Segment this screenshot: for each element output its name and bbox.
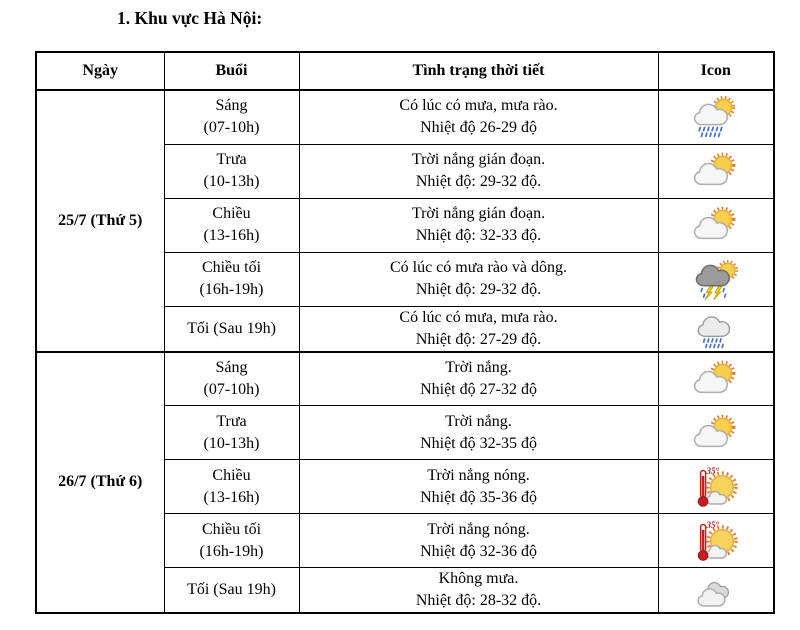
period-name: Chiều tối	[201, 520, 262, 538]
condition-cell	[299, 306, 658, 352]
condition-cell	[299, 144, 658, 198]
temperature-text: Nhiệt độ 35-36 độ	[420, 488, 537, 506]
period-cell	[164, 198, 299, 252]
icon-cell	[658, 406, 774, 460]
period-cell	[164, 144, 299, 198]
condition-text: Không mưa.	[438, 570, 519, 587]
period-name: Chiều	[212, 466, 251, 484]
rain-cloud-icon	[694, 308, 738, 350]
condition-text: Trời nắng gián đoạn.	[411, 205, 546, 222]
icon-cell	[658, 514, 774, 568]
icon-cell	[658, 306, 774, 352]
condition-cell	[299, 90, 658, 144]
storm-cloud-lightning-icon	[693, 257, 739, 301]
temperature-text: Nhiệt độ 26-29 độ	[420, 119, 537, 137]
period-cell	[164, 352, 299, 406]
period-hours: (16h-19h)	[199, 542, 264, 560]
period-cell	[164, 514, 299, 568]
period-cell	[164, 460, 299, 514]
period-hours: (13-16h)	[203, 227, 260, 244]
period-name: Tối (Sau 19h)	[187, 581, 276, 598]
sun-cloud-icon	[693, 411, 739, 455]
period-hours: (16h-19h)	[199, 281, 264, 298]
period-cell	[164, 90, 299, 144]
column-header-period: Buổi	[164, 52, 299, 90]
period-name: Trưa	[216, 151, 247, 168]
period-hours: (10-13h)	[203, 434, 260, 452]
condition-text: Trời nắng.	[445, 358, 512, 376]
period-name: Tối (Sau 19h)	[187, 319, 276, 337]
header-row	[36, 52, 774, 90]
temperature-text: Nhiệt độ: 29-32 độ.	[415, 173, 542, 190]
period-cell	[164, 568, 299, 614]
condition-text: Có lúc có mưa, mưa rào.	[399, 308, 558, 326]
table-row	[36, 90, 774, 144]
condition-cell	[299, 568, 658, 614]
condition-cell	[299, 252, 658, 306]
clouds-icon	[694, 570, 738, 610]
sun-cloud-icon	[693, 357, 739, 401]
period-name: Chiều	[212, 205, 251, 222]
icon-cell	[658, 252, 774, 306]
temperature-text: Nhiệt độ: 28-32 độ.	[415, 592, 542, 609]
temperature-text: Nhiệt độ 27-32 độ	[420, 380, 537, 398]
period-name: Sáng	[215, 358, 248, 376]
icon-cell	[658, 198, 774, 252]
temperature-text: Nhiệt độ: 29-32 độ.	[415, 281, 542, 298]
condition-cell	[299, 406, 658, 460]
column-header-date: Ngày	[36, 52, 164, 90]
column-header-icon: Icon	[658, 52, 774, 90]
temperature-text: Nhiệt độ 32-35 độ	[420, 434, 537, 452]
icon-cell	[658, 460, 774, 514]
period-hours: (07-10h)	[203, 380, 260, 398]
sun-cloud-icon	[693, 149, 739, 193]
condition-cell	[299, 460, 658, 514]
icon-cell	[658, 568, 774, 614]
condition-text: Có lúc có mưa rào và dông.	[389, 259, 568, 276]
date-cell: 26/7 (Thứ 6)	[36, 352, 164, 614]
condition-text: Trời nắng.	[445, 412, 512, 430]
period-cell	[164, 306, 299, 352]
weather-forecast-table	[35, 51, 775, 614]
period-name: Chiều tối	[201, 259, 262, 276]
condition-text: Trời nắng gián đoạn.	[411, 151, 546, 168]
period-cell	[164, 252, 299, 306]
period-hours: (13-16h)	[203, 488, 260, 506]
icon-cell	[658, 90, 774, 144]
temperature-text: Nhiệt độ 32-36 độ	[420, 542, 537, 560]
period-name: Sáng	[215, 97, 248, 115]
period-cell	[164, 406, 299, 460]
page-title: 1. Khu vực Hà Nội:	[117, 8, 263, 28]
hot-thermometer-sun-icon	[692, 464, 740, 510]
period-name: Trưa	[216, 412, 247, 430]
condition-text: Có lúc có mưa, mưa rào.	[399, 97, 558, 115]
period-hours: (10-13h)	[203, 173, 260, 190]
condition-cell	[299, 514, 658, 568]
table-row	[36, 352, 774, 406]
sun-cloud-icon	[693, 203, 739, 247]
condition-text: Trời nắng nóng.	[427, 520, 530, 538]
condition-text: Trời nắng nóng.	[427, 466, 530, 484]
icon-cell	[658, 144, 774, 198]
period-hours: (07-10h)	[203, 119, 260, 137]
temperature-text: Nhiệt độ: 32-33 độ.	[415, 227, 542, 244]
hot-thermometer-sun-icon	[692, 518, 740, 564]
column-header-condition: Tình trạng thời tiết	[299, 52, 658, 90]
date-cell: 25/7 (Thứ 5)	[36, 90, 164, 352]
condition-cell	[299, 352, 658, 406]
condition-cell	[299, 198, 658, 252]
sun-cloud-rain-icon	[693, 95, 739, 139]
temperature-text: Nhiệt độ: 27-29 độ.	[415, 330, 542, 348]
icon-cell	[658, 352, 774, 406]
